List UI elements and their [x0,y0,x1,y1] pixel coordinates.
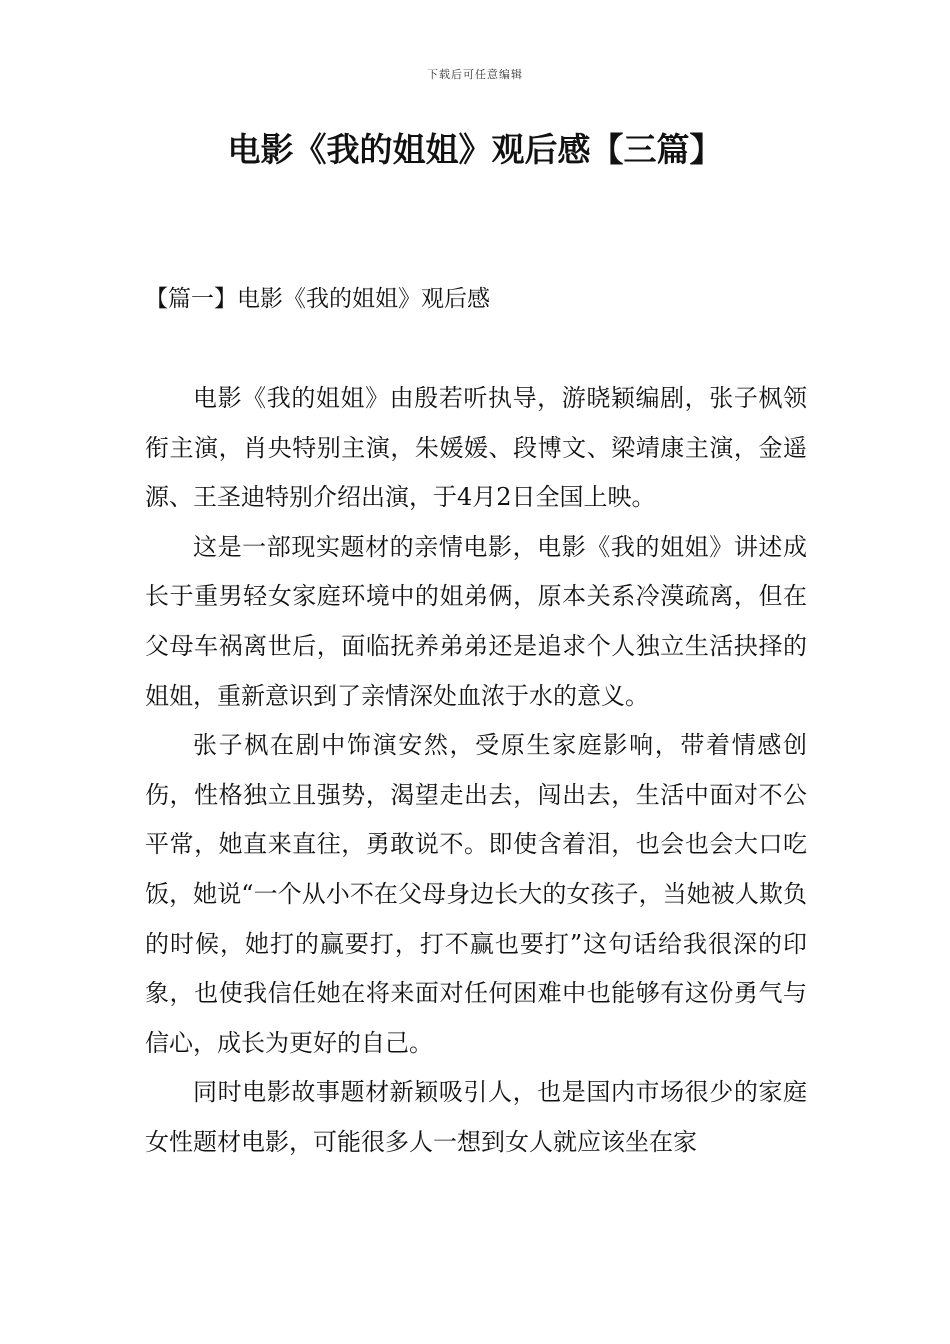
document-title: 电影《我的姐姐》观后感【三篇】 [227,130,723,169]
paragraph-2: 这是一部现实题材的亲情电影，电影《我的姐姐》讲述成长于重男轻女家庭环境中的姐弟俩，原本关系冷漠疏离，但在父母车祸离世后，面临抚养弟弟还是追求个人独立生活抉择的姐姐，重新意识到了亲情深处血浓于水的意义。 [145,532,807,710]
paragraph-3: 张子枫在剧中饰演安然，受原生家庭影响，带着情感创伤，性格独立且强势，渴望走出去，闯出去，生活中面对不公平常，她直来直往，勇敢说不。即使含着泪，也会也会大口吃饭，她说“一个从小不在父母身边长大的女孩子，当她被人欺负的时候，她打的赢要打，打不赢也要打”这句话给我很深的印象，也使我信任她在将来面对任何困难中也能够有这份勇气与信心，成长为更好的自己。 [145,731,807,1057]
section-body [145,374,807,1168]
section-heading: 【篇一】电影《我的姐姐》观后感 [145,286,490,312]
header-note: 下载后可任意编辑 [427,68,523,81]
paragraph-4: 同时电影故事题材新颖吸引人，也是国内市场很少的家庭女性题材电影，可能很多人一想到女人就应该坐在家 [145,1078,807,1156]
paragraph-1: 电影《我的姐姐》由殷若听执导，游晓颖编剧，张子枫领衔主演，肖央特别主演，朱媛媛、段博文、梁靖康主演，金遥源、王圣迪特别介绍出演，于4月2日全国上映。 [145,384,807,512]
